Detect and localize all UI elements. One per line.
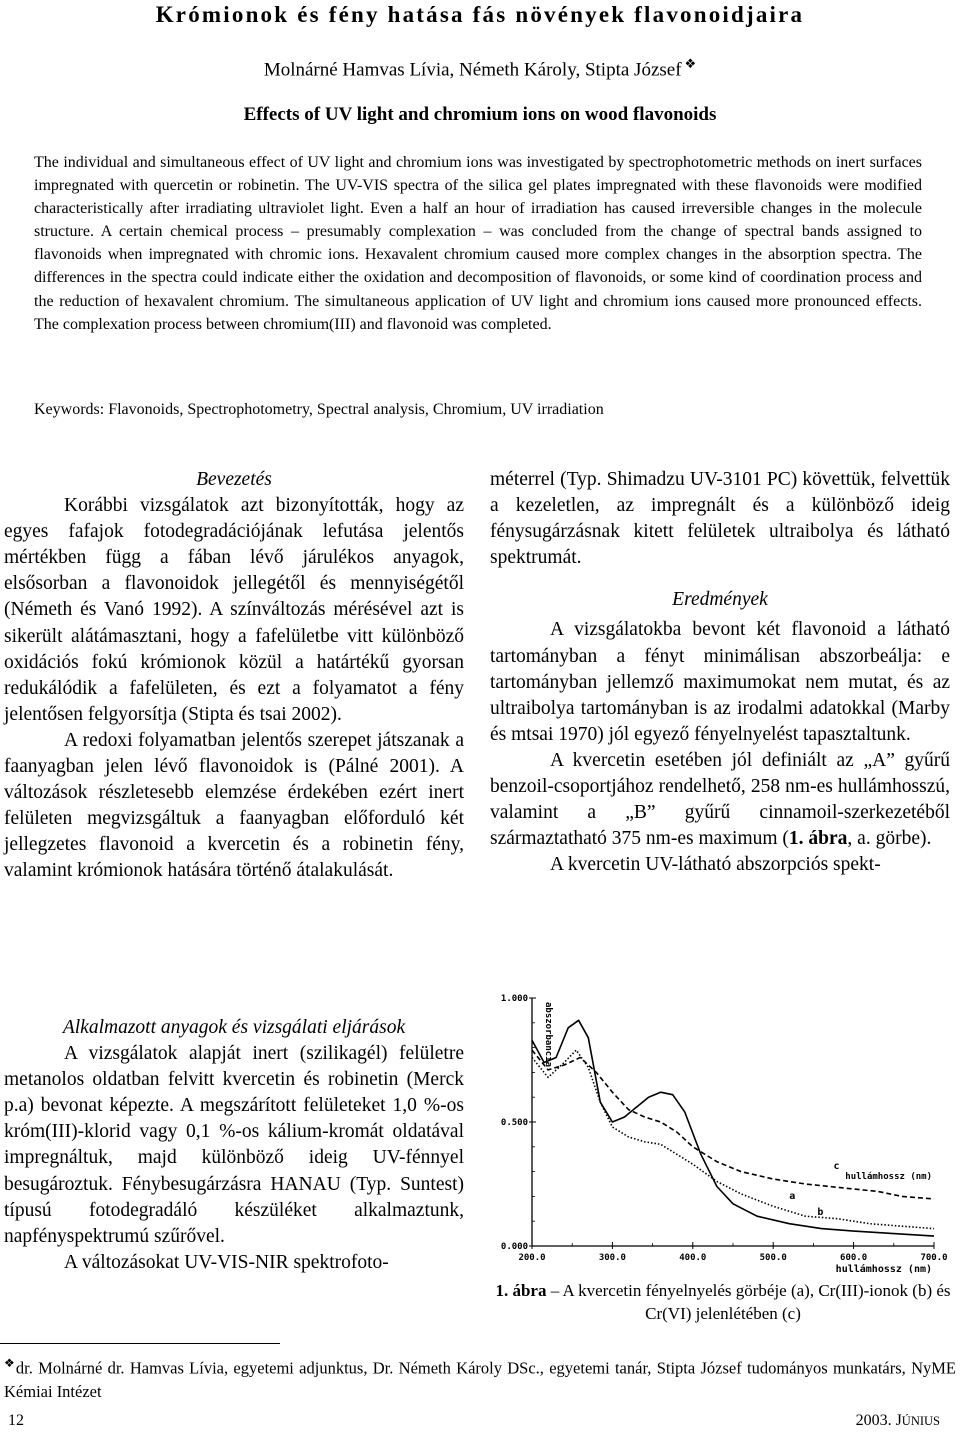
x-tick-label: 500.0 xyxy=(759,1253,787,1263)
curve-label-a: a xyxy=(789,1190,796,1202)
left-column-methods xyxy=(4,1015,464,1276)
intro-paragraph-1: Korábbi vizsgálatok azt bizonyították, hogy az egyes fafajok fotodegradációjának lefutása jelentős mértékben függ a fában lévő járulékos anyagok, elsősorban a flavonoidok jellegétől és mennyiségétől (Németh és Vanó 1992). A színváltozás mérésével azt is sikerült alátámasztani, hogy a fafelületbe vitt különböző oxidációs fokú krómionok közül a határtékű gyorsan redukálódik a fafelületen, és ezt a folyamatot a fény jelentősen felgyorsítja (Stipta és tsai 2002). xyxy=(4,495,464,725)
methods-paragraph-1: A vizsgálatok alapját inert (szilikagél) felületre metanolos oldatban felvitt kvercetin és robinetin (Merck p.a) bevonat képezte. A megszárított felületeket 1,0 %-os króm(III)-klorid vagy 0,1 %-os kálium-kromát oldatával impregnáltuk, majd különböző ideig UV-fénnyel besugároztuk. Fénybesugárzásra HANAU (Typ. Suntest) típusú fotodegradáló készüléket alkalmaztunk, napfényspektrumú szűrővel. xyxy=(4,1043,464,1247)
paper-title: Krómionok és fény hatása fás növények flavonoidjaira xyxy=(155,2,805,27)
footnote-text: dr. Molnárné dr. Hamvas Lívia, egyetemi adjunktus, Dr. Németh Károly DSc., egyetemi tanár, Stipta József tudományos munkatárs, NyME Kémiai Intézet xyxy=(4,1358,956,1401)
left-column xyxy=(4,467,464,885)
curve-a xyxy=(532,1020,934,1236)
page-number: 12 xyxy=(8,1412,24,1429)
x-tick-label: 600.0 xyxy=(840,1253,868,1263)
figure-caption xyxy=(486,1279,960,1325)
figure-caption-label: 1. ábra xyxy=(495,1281,547,1300)
author-line xyxy=(0,56,960,81)
footnote-rule xyxy=(0,1343,280,1344)
english-title: Effects of UV light and chromium ions on wood flavonoids xyxy=(243,104,717,125)
keywords: Keywords: Flavonoids, Spectrophotometry, Spectral analysis, Chromium, UV irradiation xyxy=(34,401,604,418)
x-axis-label-inner: hullámhossz (nm) xyxy=(845,1172,932,1183)
right-column xyxy=(490,467,950,878)
results-paragraph-3: A kvercetin UV-látható abszorpciós spekt- xyxy=(550,854,881,876)
results-paragraph-1: A vizsgálatokba bevont két flavonoid a látható tartományban a fényt minimálisan abszorbeálja: e tartományban jellemző maximumokat nem mutat, és az ultraibolya tartományban is az irodalmi adatokkal (Marby és mtsai 1970) jól egyező fényelnyelést tapasztaltunk. xyxy=(490,619,950,745)
methods-heading: Alkalmazott anyagok és vizsgálati eljárások xyxy=(62,1017,406,1038)
issue-month-rest: ÚNIUS xyxy=(901,1414,940,1428)
methods-paragraph-2: A változásokat UV-VIS-NIR spektrofoto- xyxy=(64,1251,389,1273)
x-axis-label: hullámhossz (nm) xyxy=(835,1264,932,1275)
journal-issue xyxy=(856,1412,940,1430)
figure-1 xyxy=(486,988,950,1278)
figure-reference: 1. ábra xyxy=(788,828,848,850)
y-tick-label: 0.000 xyxy=(500,1242,528,1252)
curve-label-c: c xyxy=(833,1161,840,1173)
absorbance-chart xyxy=(486,988,950,1278)
footnote-mark: ❖ xyxy=(4,1356,16,1370)
author-footnote-mark: ❖ xyxy=(684,56,697,71)
authors: Molnárné Hamvas Lívia, Németh Károly, Stipta József xyxy=(263,59,682,81)
abstract: The individual and simultaneous effect of UV light and chromium ions was investigated by spectrophotometric methods on inert surfaces impregnated with quercetin or robinetin. The UV-VIS spectra of the silica gel plates impregnated with these flavonoids were modified characteristically after irradiating ultraviolet light. Even a half an hour of irradiation has caused irreversible changes in the molecule structure. A certain chemical process – presumably complexation – was concluded from the change of spectral bands assigned to flavonoids when impregnated with chromic ions. Hexavalent chromium caused more complex changes in the absorption spectra. The differences in the spectra could indicate either the oxidation and decomposition of flavonoids, or some kind of coordination process and the reduction of hexavalent chromium. The simultaneous application of UV light and chromium ions caused more pronounced effects. The complexation process between chromium(III) and flavonoid was completed. xyxy=(34,154,922,333)
footnote xyxy=(4,1352,956,1403)
y-tick-label: 1.000 xyxy=(500,994,528,1004)
results-p2-text-a: A kvercetin esetében jól definiált az „A” gyűrű benzoil-csoportjához rendelhető, 258 nm-es hullámhosszú, valamint a „B” gyűrű cinnamoil-szerkezetéből származtatható 375 nm-es maximum ( xyxy=(490,749,950,850)
curve-b xyxy=(532,1050,934,1229)
intro-heading: Bevezetés xyxy=(196,469,272,490)
y-axis-label: abszorbancia xyxy=(543,1002,553,1068)
intro-paragraph-2: A redoxi folyamatban jelentős szerepet játszanak a faanyagban jelen lévő flavonoidok is (Pálné 2001). A változások részletesebb elemzése érdekében ezért inert felületen megvizsgáltuk a faanyagban előforduló két jellegzetes flavonoid a kvercetin és a robinetin fény, valamint krómionok hatására történő átalakulását. xyxy=(4,729,464,882)
x-tick-label: 700.0 xyxy=(920,1253,948,1263)
issue-month-initial: J xyxy=(895,1412,902,1429)
figure-caption-text: – A kvercetin fényelnyelés görbéje (a), Cr(III)-ionok (b) és Cr(VI) jelenlétében (c) xyxy=(546,1281,951,1323)
issue-year: 2003. xyxy=(855,1412,892,1429)
results-p2-text-b: , a. görbe). xyxy=(847,828,932,850)
curve-label-b: b xyxy=(817,1207,824,1218)
results-heading: Eredmények xyxy=(672,589,768,611)
y-tick-label: 0.500 xyxy=(500,1118,528,1128)
x-tick-label: 300.0 xyxy=(598,1253,626,1263)
results-paragraph-2 xyxy=(490,748,950,852)
x-tick-label: 200.0 xyxy=(518,1253,546,1263)
methods-continuation: méterrel (Typ. Shimadzu UV-3101 PC) követtük, felvettük a kezeletlen, az impregnált és a különböző ideig fénysugárzásnak kitett felületek ultraibolya és látható spektrumát. xyxy=(490,469,950,569)
x-tick-label: 400.0 xyxy=(679,1253,707,1263)
